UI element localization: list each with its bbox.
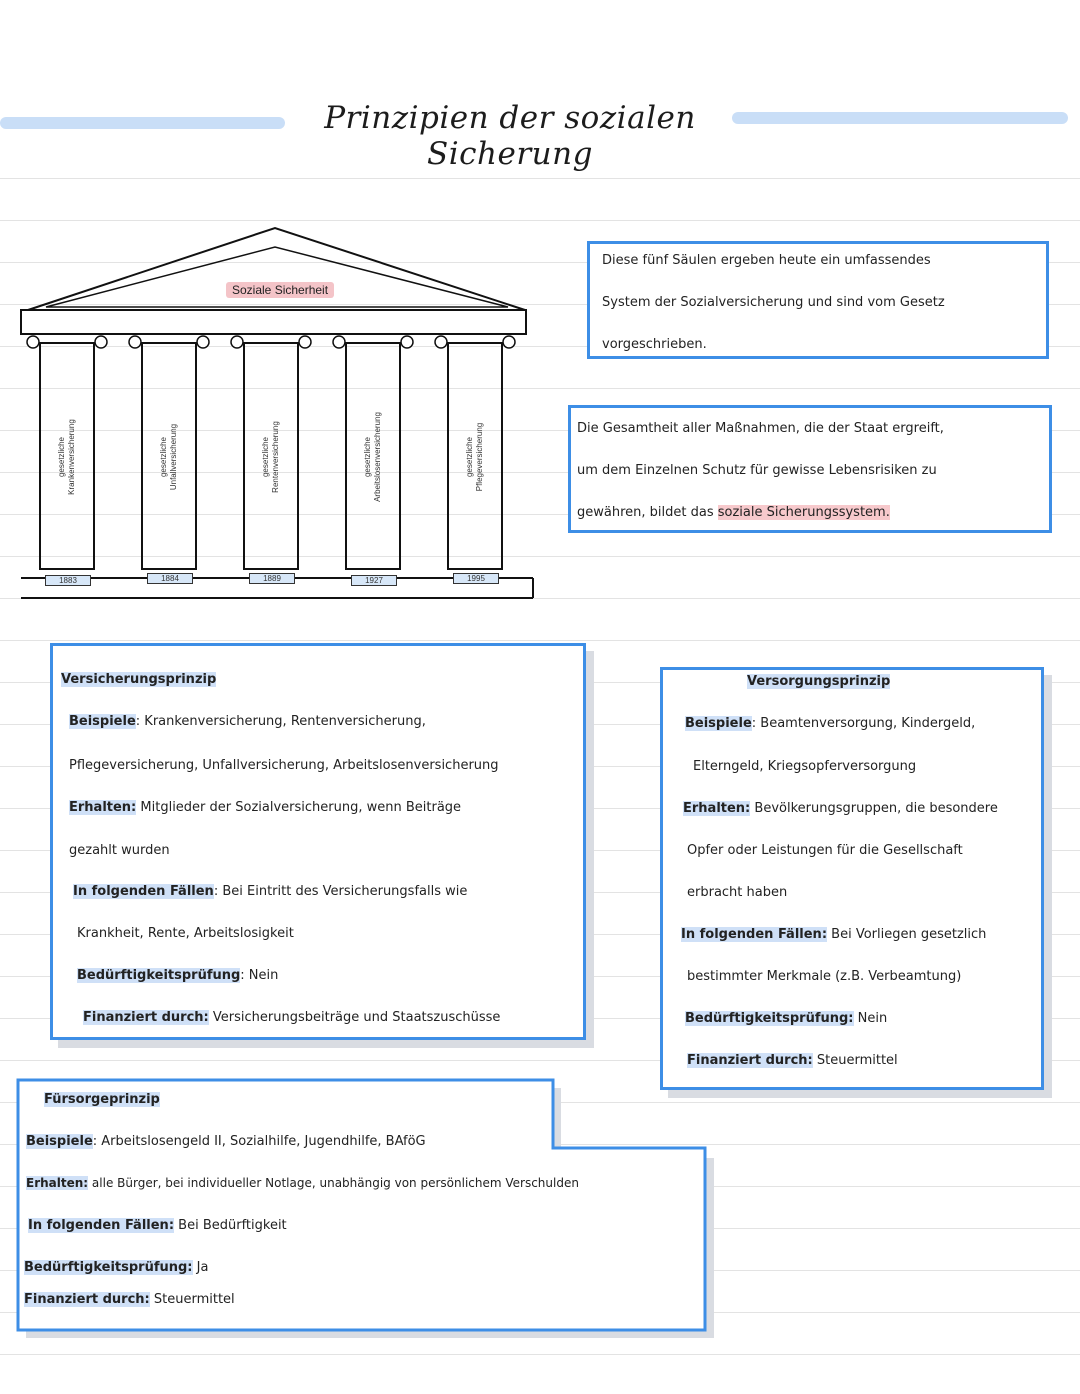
value-finanz: Versicherungsbeiträge und Staatszuschüsse	[212, 1010, 501, 1025]
card-heading: Versorgungsprinzip	[747, 674, 891, 689]
row-pruefung	[24, 1260, 208, 1275]
row-beispiele-cont: Elterngeld, Kriegsopferversorgung	[693, 759, 917, 774]
column-label-2: gesetzliche Unfallversicherung	[159, 423, 178, 491]
value-beispiele: : Krankenversicherung, Rentenversicherung,	[135, 714, 426, 729]
label-finanz: Finanziert durch:	[83, 1010, 209, 1025]
column-label-3: gesetzliche Rentenversicherung	[261, 421, 280, 493]
note-line: vorgeschrieben.	[602, 337, 707, 352]
card-versorgungsprinzip	[660, 667, 1044, 1090]
row-faelle-cont: Krankheit, Rente, Arbeitslosigkeit	[77, 926, 294, 941]
note-line: um dem Einzelnen Schutz für gewisse Lebensrisiken zu	[577, 463, 937, 478]
row-erhalten	[26, 1176, 579, 1190]
title-bar-right	[732, 112, 1068, 124]
note-line: Diese fünf Säulen ergeben heute ein umfassendes	[602, 253, 931, 268]
row-finanz	[83, 1010, 500, 1025]
value-pruefung: : Nein	[240, 968, 279, 983]
row-erhalten	[69, 800, 461, 815]
label-erhalten: Erhalten:	[26, 1176, 89, 1190]
card-heading: Versicherungsprinzip	[61, 672, 217, 687]
label-pruefung: Bedürftigkeitsprüfung:	[24, 1260, 193, 1275]
note-five-pillars	[587, 241, 1049, 359]
row-beispiele	[685, 716, 975, 731]
card-versicherungsprinzip	[50, 643, 586, 1040]
column-label-5: gesetzliche Pflegeversicherung	[465, 422, 484, 492]
label-faelle: In folgenden Fällen:	[681, 927, 828, 942]
value-erhalten: Mitglieder der Sozialversicherung, wenn Beiträge	[140, 800, 462, 815]
value-beispiele: : Beamtenversorgung, Kindergeld,	[751, 716, 976, 731]
value-pruefung: Ja	[196, 1260, 209, 1275]
card-heading: Fürsorgeprinzip	[44, 1092, 160, 1107]
value-beispiele: : Arbeitslosengeld II, Sozialhilfe, Jugendhilfe, BAföG	[92, 1134, 426, 1149]
value-pruefung: Nein	[857, 1011, 888, 1026]
value-erhalten: Bevölkerungsgruppen, die besondere	[754, 801, 998, 816]
column-year-5: 1995	[453, 573, 499, 584]
page-title: Prinzipien der sozialen Sicherung	[324, 100, 696, 172]
row-erhalten-cont: gezahlt wurden	[69, 843, 170, 858]
value-faelle: Bei Vorliegen gesetzlich	[831, 927, 987, 942]
label-beispiele: Beispiele	[685, 716, 752, 731]
highlight-term: soziale Sicherungssystem.	[717, 505, 890, 520]
roof-label: Soziale Sicherheit	[226, 282, 334, 298]
row-beispiele	[26, 1134, 426, 1149]
label-finanz: Finanziert durch:	[24, 1292, 150, 1307]
row-finanz	[24, 1292, 235, 1307]
label-faelle: In folgenden Fällen	[73, 884, 214, 899]
row-erhalten-cont: erbracht haben	[687, 885, 788, 900]
value-finanz: Steuermittel	[816, 1053, 898, 1068]
temple-diagram	[18, 225, 538, 605]
row-faelle-cont: bestimmter Merkmale (z.B. Verbeamtung)	[687, 969, 962, 984]
label-faelle: In folgenden Fällen:	[28, 1218, 175, 1233]
value-finanz: Steuermittel	[153, 1292, 235, 1307]
label-pruefung: Bedürftigkeitsprüfung:	[685, 1011, 854, 1026]
column-year-2: 1884	[147, 573, 193, 584]
column-year-1: 1883	[45, 575, 91, 586]
row-faelle	[681, 927, 986, 942]
column-label-1: gesetzliche Krankenversicherung	[57, 419, 76, 495]
label-beispiele: Beispiele	[26, 1134, 93, 1149]
note-definition	[568, 405, 1052, 533]
note-line: Die Gesamtheit aller Maßnahmen, die der Staat ergreift,	[577, 421, 944, 436]
value-faelle: : Bei Eintritt des Versicherungsfalls wie	[213, 884, 468, 899]
note-line-start: gewähren, bildet das	[577, 505, 714, 520]
column-year-4: 1927	[351, 575, 397, 586]
row-pruefung	[685, 1011, 887, 1026]
card-fuersorgeprinzip	[16, 1078, 716, 1338]
value-erhalten: alle Bürger, bei individueller Notlage, unabhängig von persönlichem Verschulden	[91, 1176, 579, 1190]
row-beispiele	[69, 714, 426, 729]
column-label-4: gesetzliche Arbeitslosenversicherung	[363, 412, 382, 502]
title-bar-left	[0, 117, 285, 129]
label-beispiele: Beispiele	[69, 714, 136, 729]
label-finanz: Finanziert durch:	[687, 1053, 813, 1068]
row-beispiele-cont: Pflegeversicherung, Unfallversicherung, Arbeitslosenversicherung	[69, 758, 499, 773]
note-line	[577, 505, 890, 520]
label-erhalten: Erhalten:	[69, 800, 137, 815]
label-erhalten: Erhalten:	[683, 801, 751, 816]
note-line: System der Sozialversicherung und sind vom Gesetz	[602, 295, 945, 310]
row-erhalten-cont: Opfer oder Leistungen für die Gesellschaft	[687, 843, 963, 858]
label-pruefung: Bedürftigkeitsprüfung	[77, 968, 241, 983]
row-faelle	[28, 1218, 287, 1233]
row-pruefung	[77, 968, 278, 983]
column-year-3: 1889	[249, 573, 295, 584]
row-finanz	[687, 1053, 898, 1068]
value-faelle: Bei Bedürftigkeit	[178, 1218, 287, 1233]
row-faelle	[73, 884, 467, 899]
row-erhalten	[683, 801, 998, 816]
